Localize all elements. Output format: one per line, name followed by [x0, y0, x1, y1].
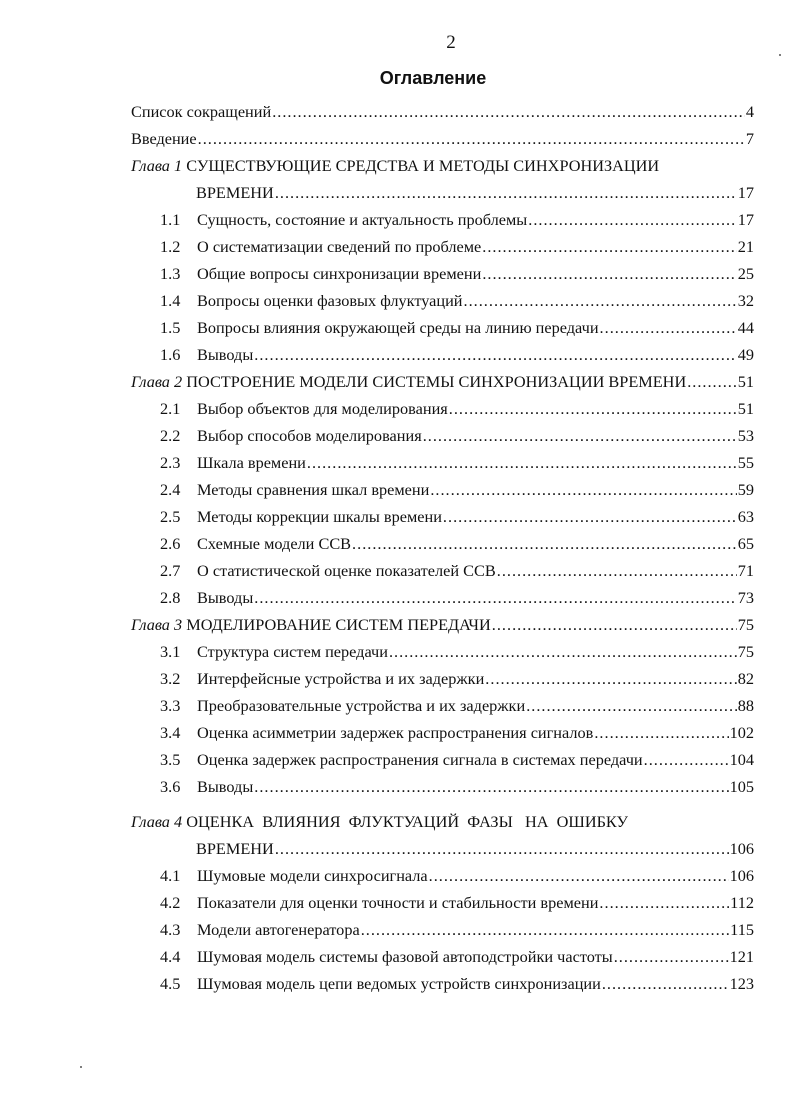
chapter-label: Глава 1: [131, 156, 183, 175]
dot-leader: [600, 315, 737, 341]
section-title: Интерфейсные устройства и их задержки: [197, 669, 485, 688]
section-number: 3.5: [160, 750, 181, 769]
section-number: 4.3: [160, 920, 181, 939]
section-title: Выводы: [197, 777, 254, 796]
dot-leader: [687, 369, 737, 395]
chapter-title: ПОСТРОЕНИЕ МОДЕЛИ СИСТЕМЫ СИНХРОНИЗАЦИИ ВРЕМЕНИ: [186, 372, 687, 391]
toc-section-4-5[interactable]: [160, 971, 754, 997]
toc-page-number: 59: [737, 480, 754, 499]
toc-page-number: 82: [737, 669, 754, 688]
dot-leader: [614, 944, 729, 970]
section-title: Методы коррекции шкалы времени: [197, 507, 442, 526]
chapter-label: Глава 2: [131, 372, 183, 391]
section-number: 1.2: [160, 237, 181, 256]
section-number: 2.2: [160, 426, 181, 445]
toc-page-number: 4: [745, 102, 754, 121]
toc-section-3-5[interactable]: [160, 747, 754, 773]
chapter-title: МОДЕЛИРОВАНИЕ СИСТЕМ ПЕРЕДАЧИ: [186, 615, 491, 634]
toc-section-2-8[interactable]: [160, 585, 754, 611]
toc-section-4-3[interactable]: [160, 917, 754, 943]
toc-page-number: 73: [737, 588, 754, 607]
chapter-title-line2: ВРЕМЕНИ: [196, 839, 274, 858]
toc-page-number: 102: [729, 723, 754, 742]
toc-page-number: 55: [737, 453, 754, 472]
dot-leader: [644, 747, 729, 773]
toc-page-number: 106: [729, 866, 754, 885]
section-title: Вопросы оценки фазовых флуктуаций: [197, 291, 463, 310]
toc-page-number: 121: [729, 947, 754, 966]
dot-leader: [254, 342, 736, 368]
toc-page-number: 104: [729, 750, 754, 769]
section-title: Выбор способов моделирования: [197, 426, 422, 445]
dot-leader: [254, 774, 728, 800]
section-number: 3.2: [160, 669, 181, 688]
section-number: 2.8: [160, 588, 181, 607]
toc-entry-abbreviations[interactable]: [131, 99, 754, 125]
chapter-title-line2: ВРЕМЕНИ: [196, 183, 274, 202]
toc-section-3-1[interactable]: [160, 639, 754, 665]
dot-leader: [528, 207, 736, 233]
dot-leader: [389, 639, 737, 665]
section-number: 1.1: [160, 210, 181, 229]
toc-chapter-3-heading[interactable]: [131, 612, 754, 638]
toc-section-4-2[interactable]: [160, 890, 754, 916]
dot-leader: [275, 180, 737, 206]
dot-leader: [602, 971, 729, 997]
toc-section-2-7[interactable]: [160, 558, 754, 584]
section-number: 2.3: [160, 453, 181, 472]
toc-page-number: 17: [737, 183, 754, 202]
section-number: 3.3: [160, 696, 181, 715]
section-title: Шумовая модель системы фазовой автоподстройки частоты: [197, 947, 613, 966]
section-title: Оценка задержек распространения сигнала в системах передачи: [197, 750, 643, 769]
toc-page-number: 51: [737, 399, 754, 418]
dot-leader: [449, 396, 737, 422]
dot-leader: [443, 504, 737, 530]
toc-page-number: 115: [730, 920, 754, 939]
section-title: О статистической оценке показателей ССВ: [197, 561, 496, 580]
section-title: Вопросы влияния окружающей среды на линию передачи: [197, 318, 599, 337]
toc-chapter-1-heading[interactable]: [131, 153, 659, 179]
dot-leader: [272, 99, 745, 125]
dot-leader: [352, 531, 737, 557]
section-number: 3.4: [160, 723, 181, 742]
toc-title: Оглавление: [379, 68, 487, 88]
toc-section-2-5[interactable]: [160, 504, 754, 530]
section-title: Шумовая модель цепи ведомых устройств синхронизации: [197, 974, 601, 993]
toc-page-number: 88: [737, 696, 754, 715]
toc-page-number: 32: [737, 291, 754, 310]
dot-leader: [485, 666, 736, 692]
section-title: Структура систем передачи: [197, 642, 388, 661]
section-number: 1.4: [160, 291, 181, 310]
dot-leader: [594, 720, 728, 746]
toc-page-number: 44: [737, 318, 754, 337]
section-title: Шумовые модели синхросигнала: [197, 866, 428, 885]
toc-page-number: 105: [729, 777, 754, 796]
toc-page-number: 71: [737, 561, 754, 580]
section-number: 1.6: [160, 345, 181, 364]
toc-section-4-1[interactable]: [160, 863, 754, 889]
section-number: 1.3: [160, 264, 181, 283]
toc-section-1-2[interactable]: [160, 234, 754, 260]
dot-leader: [254, 585, 736, 611]
toc-entry-text: Введение: [131, 129, 197, 148]
toc-section-2-2[interactable]: [160, 423, 754, 449]
section-title: Выбор объектов для моделирования: [197, 399, 448, 418]
toc-page-number: 25: [737, 264, 754, 283]
toc-section-4-4[interactable]: [160, 944, 754, 970]
section-number: 3.6: [160, 777, 181, 796]
dot-leader: [482, 234, 736, 260]
scan-speck: [779, 54, 781, 56]
section-title: Общие вопросы синхронизации времени: [197, 264, 482, 283]
scan-speck: [80, 1066, 82, 1068]
toc-page-number: 17: [737, 210, 754, 229]
chapter-title-line1: ОЦЕНКА ВЛИЯНИЯ ФЛУКТУАЦИЙ ФАЗЫ НА ОШИБКУ: [186, 812, 628, 831]
page-number: 2: [446, 32, 456, 53]
dot-leader: [599, 890, 729, 916]
dot-leader: [430, 477, 736, 503]
toc-page-number: 63: [737, 507, 754, 526]
section-title: Сущность, состояние и актуальность проблемы: [197, 210, 528, 229]
section-title: О систематизации сведений по проблеме: [197, 237, 482, 256]
section-title: Выводы: [197, 588, 254, 607]
section-number: 3.1: [160, 642, 181, 661]
section-number: 2.1: [160, 399, 181, 418]
dot-leader: [464, 288, 737, 314]
toc-page-number: 75: [737, 642, 754, 661]
section-number: 2.7: [160, 561, 181, 580]
dot-leader: [482, 261, 736, 287]
toc-section-3-3[interactable]: [160, 693, 754, 719]
dot-leader: [198, 126, 745, 152]
section-number: 4.4: [160, 947, 181, 966]
section-number: 2.5: [160, 507, 181, 526]
toc-page-number: 106: [729, 839, 754, 858]
toc-page-number: 123: [729, 974, 754, 993]
toc-page-number: 49: [737, 345, 754, 364]
section-title: Схемные модели ССВ: [197, 534, 352, 553]
toc-page-number: 51: [737, 372, 754, 391]
section-number: 4.1: [160, 866, 181, 885]
toc-section-3-6[interactable]: [160, 774, 754, 800]
dot-leader: [275, 836, 729, 862]
chapter-label: Глава 4: [131, 812, 183, 831]
toc-page-number: 7: [745, 129, 754, 148]
toc-section-1-3[interactable]: [160, 261, 754, 287]
toc-section-3-4[interactable]: [160, 720, 754, 746]
chapter-title-line1: СУЩЕСТВУЮЩИЕ СРЕДСТВА И МЕТОДЫ СИНХРОНИЗАЦИИ: [186, 156, 660, 175]
dot-leader: [307, 450, 737, 476]
toc-section-3-2[interactable]: [160, 666, 754, 692]
toc-page-number: 21: [737, 237, 754, 256]
toc-chapter-4-heading[interactable]: [131, 809, 628, 835]
toc-entry-text: Список сокращений: [131, 102, 272, 121]
toc-section-1-1[interactable]: [160, 207, 754, 233]
section-title: Выводы: [197, 345, 254, 364]
toc-section-2-1[interactable]: [160, 396, 754, 422]
section-title: Модели автогенератора: [197, 920, 360, 939]
toc-section-2-3[interactable]: [160, 450, 754, 476]
section-title: Шкала времени: [197, 453, 306, 472]
section-title: Оценка асимметрии задержек распространения сигналов: [197, 723, 594, 742]
section-title: Методы сравнения шкал времени: [197, 480, 430, 499]
toc-chapter-1-continuation[interactable]: [196, 180, 754, 206]
dot-leader: [497, 558, 737, 584]
toc-chapter-2-heading[interactable]: [131, 369, 754, 395]
section-number: 2.4: [160, 480, 181, 499]
toc-section-1-5[interactable]: [160, 315, 754, 341]
dot-leader: [361, 917, 729, 943]
toc-page-number: 75: [737, 615, 754, 634]
section-number: 4.2: [160, 893, 181, 912]
section-number: 2.6: [160, 534, 181, 553]
dot-leader: [492, 612, 737, 638]
toc-chapter-4-continuation[interactable]: [196, 836, 754, 862]
toc-entry-introduction[interactable]: [131, 126, 754, 152]
section-title: Показатели для оценки точности и стабильности времени: [197, 893, 599, 912]
toc-section-2-6[interactable]: [160, 531, 754, 557]
toc-page-number: 112: [730, 893, 754, 912]
toc-section-1-6[interactable]: [160, 342, 754, 368]
dot-leader: [526, 693, 737, 719]
toc-section-2-4[interactable]: [160, 477, 754, 503]
chapter-label: Глава 3: [131, 615, 183, 634]
section-number: 4.5: [160, 974, 181, 993]
dot-leader: [423, 423, 737, 449]
toc-section-1-4[interactable]: [160, 288, 754, 314]
toc-page-number: 53: [737, 426, 754, 445]
dot-leader: [429, 863, 729, 889]
section-number: 1.5: [160, 318, 181, 337]
section-title: Преобразовательные устройства и их задержки: [197, 696, 526, 715]
toc-page-number: 65: [737, 534, 754, 553]
